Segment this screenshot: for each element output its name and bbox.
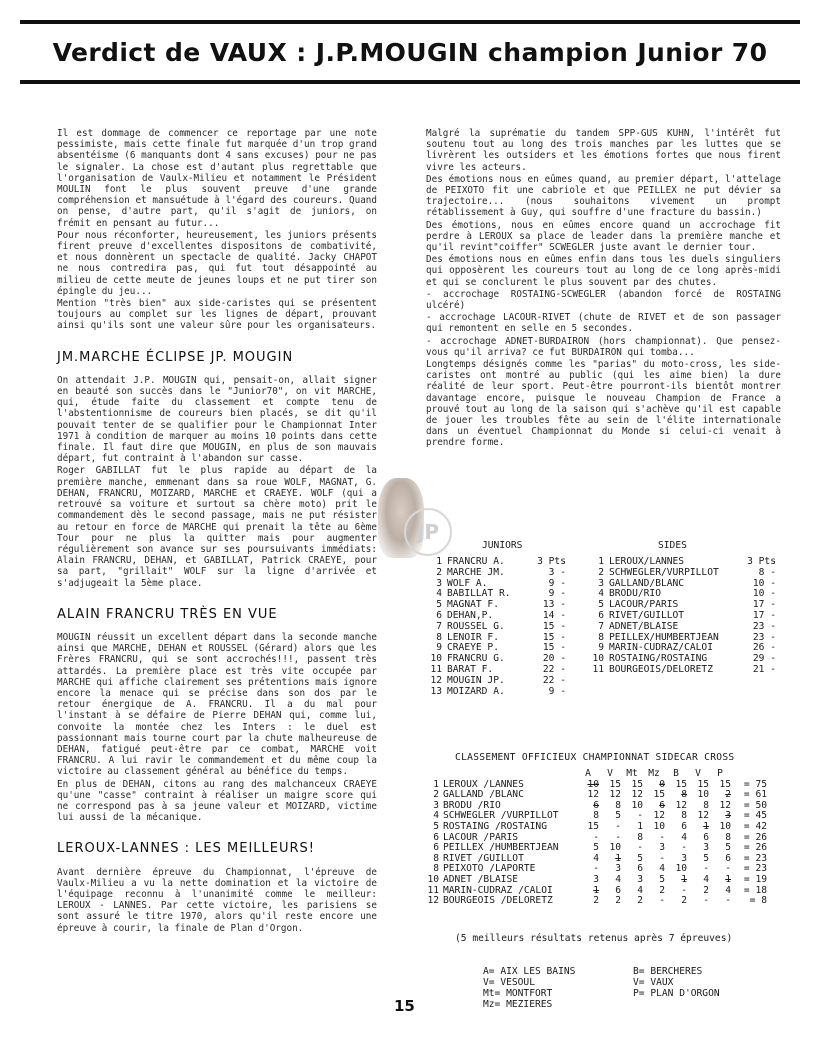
score-cell: 10 [653, 820, 665, 832]
paragraph: On attendait J.P. MOUGIN qui, pensait-on, allait signer en beauté son succès dans le "Junior70", on vit MARCHE, qui, étude faite du classement et compte tenu de l'abstentionnisme de coureurs bien placés, se dit qu'il pouvait tenter de se qualifier pour le Championnat Inter 1971 à condition de marquer au moins 10 points dans cette finale. Il faut dire que MOUGIN, en plus de son mauvais départ, fut contraint à l'abandon sur casse. [57, 374, 377, 465]
score-cell: 8 [725, 831, 731, 843]
sides-name: BRODU/RIO [609, 589, 661, 600]
score-cell: - [659, 895, 665, 907]
row-name: ADNET /BLAISE [443, 873, 519, 885]
section2-text [57, 632, 377, 823]
row-total: = 26 [743, 831, 767, 843]
score-cell: - [703, 895, 709, 907]
score-cell: - [681, 884, 687, 896]
juniors-name: LENOIR F. [447, 632, 499, 643]
score-cell: 3 [637, 873, 643, 885]
juniors-pos: 7 [436, 621, 442, 632]
paragraph: - accrochage ADNET-BURDAIRON (hors championnat). Que pensez-vous qu'il arriva? ce fut BURDAIRON qui tomba... [426, 335, 781, 358]
results-row [420, 687, 810, 698]
sides-pts: 17 - [752, 610, 776, 621]
results-row [420, 654, 810, 665]
score-cell: - [593, 831, 599, 843]
column-header: B [673, 768, 679, 779]
sides-pts: 17 - [752, 600, 776, 611]
juniors-pts: 9 - [548, 589, 566, 600]
legend-entry [633, 999, 783, 1010]
row-name: LEROUX /LANNES [443, 778, 524, 790]
score-cell: 15 [609, 778, 621, 790]
score-cell: - [615, 831, 621, 843]
score-cell: 10 [587, 778, 599, 790]
column-header: V [607, 768, 613, 779]
juniors-pos: 13 [430, 686, 442, 697]
results-row [420, 568, 810, 579]
juniors-pts: 3 - [548, 567, 566, 578]
score-cell: 2 [659, 884, 665, 896]
juniors-pts: 3 Pts [537, 557, 566, 567]
score-cell: 5 [593, 842, 599, 854]
score-cell: 6 [593, 799, 599, 811]
juniors-name: CRAEYE P. [447, 643, 499, 654]
row-name: MARIN-CUDRAZ /CALOI [443, 884, 553, 896]
juniors-pos: 4 [436, 589, 442, 600]
score-cell: 3 [703, 842, 709, 854]
legend-entry: B= BERCHERES [633, 965, 703, 977]
paragraph: Mention "très bien" aux side-caristes qui se présentent toujours au complet sur les lignes de départ, prouvant ainsi qu'ils sont une valeur sûre pour les organisateurs. [57, 298, 377, 332]
score-cell: 15 [587, 820, 599, 832]
paragraph: Avant dernière épreuve du Championnat, l'épreuve de Vaulx-Milieu a vu la nette domination et la victoire de l'équipage reconnu à l'unanimité comme le meilleur: LEROUX - LANNES. Par cette victoire, les parisiens se sont assuré le titre 1970, alors qu'il reste encore une épreuve à courir, la finale de Plan d'Orgon. [57, 866, 377, 934]
left-column [57, 128, 377, 935]
score-cell: 0 [659, 778, 665, 790]
score-cell: 10 [609, 842, 621, 854]
sides-pts: 21 - [752, 664, 776, 675]
results-row [420, 600, 810, 611]
sides-pos: 1 [598, 557, 604, 567]
score-cell: 8 [593, 810, 599, 822]
legend-entry: Mt= MONTFORT [483, 987, 553, 999]
results-row [420, 557, 810, 568]
classement-row [425, 875, 805, 886]
score-cell: 6 [681, 820, 687, 832]
score-cell: 2 [725, 789, 731, 801]
row-name: ROSTAING /ROSTAING [443, 820, 547, 832]
row-position: 1 [433, 778, 439, 790]
score-cell: 10 [675, 863, 687, 875]
score-cell: 5 [637, 852, 643, 864]
score-cell: 8 [703, 799, 709, 811]
row-name: PEIXOTO /LAPORTE [443, 863, 536, 875]
juniors-name: FRANCRU A. [447, 557, 505, 567]
paragraph: Des émotions nous en eûmes quand, au premier départ, l'attelage de PEIXOTO fit une cabriole et que PEILLEX ne put dévier sa trajectoire... (nous souhaitons vivement un prompt rétablissement à Guy, qui souffre d'une fracture du bassin.) [426, 173, 781, 219]
score-cell: 2 [637, 895, 643, 907]
paragraph: Pour nous réconforter, heureusement, les juniors présents firent preuve d'excellentes dispositons de combativité, et nous donnèrent un spectacle de qualité. Jacky CHAPOT ne nous contredira pas, qui fut tout désappointé au milieu de cette meute de jeunes loups et ne put tirer son épingle du jeu... [57, 229, 377, 297]
sides-name: LEROUX/LANNES [609, 557, 685, 567]
row-total: = 75 [743, 778, 767, 790]
legend-entry: Mz= MEZIERES [483, 998, 553, 1010]
sides-pts: 8 - [758, 567, 776, 578]
sides-name: GALLAND/BLANC [609, 578, 685, 589]
column-header: Mt [626, 768, 638, 779]
score-cell: 5 [725, 842, 731, 854]
results-row [420, 665, 810, 676]
juniors-name: FRANCRU G. [447, 654, 505, 665]
row-position: 3 [433, 799, 439, 811]
sides-pts: 10 - [752, 578, 776, 589]
row-total: = 50 [743, 799, 767, 811]
paragraph: Malgré la suprématie du tandem SPP-GUS KUHN, l'intérêt fut soutenu tout au long des trois manches par les luttes que se livrèrent les outsiders et les émotions fortes que nous firent vivre les acteurs. [426, 128, 781, 173]
row-total: = 8 [749, 895, 767, 907]
classement-note: (5 meilleurs résultats retenus après 7 épreuves) [455, 932, 733, 944]
results-row [420, 611, 810, 622]
score-cell: 15 [697, 778, 709, 790]
juniors-name: MOUGIN JP. [447, 675, 505, 686]
row-name: BRODU /RIO [443, 799, 501, 811]
juniors-pts: 9 - [548, 686, 566, 697]
paragraph: - accrochage LACOUR-RIVET (chute de RIVET et de son passager qui remontent en selle en 5 secondes. [426, 312, 781, 335]
juniors-pos: 5 [436, 600, 442, 611]
score-cell: 3 [659, 842, 665, 854]
row-name: BOURGEOIS /DELORETZ [443, 895, 553, 907]
juniors-pos: 9 [436, 643, 442, 654]
sides-name: SCHWEGLER/VURPILLOT [609, 567, 719, 578]
score-cell: - [615, 820, 621, 832]
sides-name: BOURGEOIS/DELORETZ [609, 664, 713, 675]
classement-rows [425, 780, 805, 907]
row-total: = 61 [743, 789, 767, 801]
score-cell: 12 [653, 810, 665, 822]
sides-pts: 10 - [752, 589, 776, 600]
row-total: = 23 [743, 852, 767, 864]
score-cell: 6 [637, 863, 643, 875]
score-cell: 5 [703, 852, 709, 864]
sides-pts: 3 Pts [747, 557, 776, 567]
stamp-text: JP [416, 520, 440, 544]
sides-pos: 10 [592, 654, 604, 665]
score-cell: 4 [659, 863, 665, 875]
sides-pos: 6 [598, 610, 604, 621]
score-cell: 15 [719, 778, 731, 790]
sides-pts: 29 - [752, 654, 776, 665]
juniors-pos: 10 [430, 654, 442, 665]
row-position: 6 [433, 831, 439, 843]
right-column [426, 128, 781, 450]
score-cell: 3 [725, 810, 731, 822]
score-cell: 6 [615, 884, 621, 896]
headline-banner [20, 20, 800, 84]
row-total: = 19 [743, 873, 767, 885]
score-cell: 8 [615, 799, 621, 811]
row-position: 12 [427, 895, 439, 907]
juniors-title: JUNIORS [482, 540, 523, 551]
paragraph: En plus de DEHAN, citons au rang des malchanceux CRAEYE qu'une "casse" contraint à réaliser un maigre score qui ne correspond pas à sa jeune valeur et MOIZARD, victime lui aussi de la mécanique. [57, 778, 377, 824]
score-cell: 15 [675, 778, 687, 790]
classement-notes [425, 911, 805, 1032]
sides-name: MARIN-CUDRAZ/CALOI [609, 643, 713, 654]
sides-pts [736, 687, 776, 698]
row-position: 2 [433, 789, 439, 801]
row-position: 4 [433, 810, 439, 822]
juniors-name: ROUSSEL G. [447, 621, 505, 632]
score-cell: 3 [681, 852, 687, 864]
legend-entry: A= AIX LES BAINS [483, 965, 576, 977]
juniors-pts: 13 - [542, 600, 566, 611]
juniors-pos: 2 [436, 567, 442, 578]
classement-title: CLASSEMENT OFFICIEUX CHAMPIONNAT SIDECAR CROSS [455, 752, 735, 763]
score-cell: 10 [719, 820, 731, 832]
juniors-name: WOLF A. [447, 578, 488, 589]
juniors-name: BARAT F. [447, 664, 494, 675]
sides-pos [566, 676, 604, 687]
juniors-pos: 8 [436, 632, 442, 643]
page-number: 15 [394, 997, 415, 1015]
sides-name [604, 687, 736, 698]
score-cell: 12 [675, 799, 687, 811]
juniors-pts: 22 - [542, 664, 566, 675]
score-cell: 1 [681, 873, 687, 885]
sides-pos: 9 [598, 643, 604, 654]
juniors-pos: 6 [436, 610, 442, 621]
score-cell: 1 [593, 884, 599, 896]
legend-entry: P= PLAN D'ORGON [633, 987, 720, 999]
score-cell: 4 [725, 884, 731, 896]
score-cell: 4 [703, 873, 709, 885]
row-name: RIVET /GUILLOT [443, 852, 524, 864]
row-total: = 42 [743, 820, 767, 832]
paragraph: MOUGIN réussit un excellent départ dans la seconde manche ainsi que MARCHE, DEHAN et ROUSSEL (Gérard) alors que les Frères FRANCRU, qui se sont accrochés!!!, passent très attardés. La première place est très vite occupée par MARCHE qui affiche clairement ses prétentions mais ignore encore la menace qui se précise dans son dos par le retour énergique de A. FRANCRU. Il a du mal pour l'instant à se défaire de Pierre DEHAN qui, comme lui, convoite la montée chez les Inters : le duel est passionnant mais tourne court par la chute malheureuse de DEHAN, fatigué peut-être par ce combat, MARCHE voit FRANCRU. A lui ravir le commandement et du même coup la victoire au classement général au bénéfice du temps. [57, 631, 377, 778]
results-row [420, 676, 810, 687]
sides-pos: 11 [592, 664, 604, 675]
juniors-pts: 15 - [542, 643, 566, 654]
sides-pos: 8 [598, 632, 604, 643]
juniors-pts: 9 - [548, 578, 566, 589]
score-cell: 3 [615, 863, 621, 875]
score-cell: 12 [719, 799, 731, 811]
row-position: 11 [427, 884, 439, 896]
juniors-pos: 1 [436, 557, 442, 567]
sides-name: LACOUR/PARIS [609, 600, 679, 611]
row-name: PEILLEX /HUMBERTJEAN [443, 842, 559, 854]
paragraph: Des émotions, nous en eûmes encore quand un accrochage fit perdre à LEROUX sa place de leader dans la première manche et qu'il revint"coiffer" SCWEGLER juste avant le dernier tour. [426, 219, 781, 254]
score-cell: 8 [681, 789, 687, 801]
score-cell: - [659, 831, 665, 843]
sides-pos: 7 [598, 621, 604, 632]
juniors-name: BABILLAT R. [447, 589, 511, 600]
juniors-pos: 3 [436, 578, 442, 589]
score-cell: 10 [697, 789, 709, 801]
juniors-pts: 15 - [542, 632, 566, 643]
score-cell: 12 [697, 810, 709, 822]
results-row [420, 643, 810, 654]
classement-header [425, 769, 805, 780]
score-cell: 4 [637, 884, 643, 896]
results-row [420, 589, 810, 600]
sides-pos: 5 [598, 600, 604, 611]
score-cell: 1 [725, 873, 731, 885]
row-total: = 26 [743, 842, 767, 854]
juniors-pts: 20 - [542, 654, 566, 665]
column-header: Mz [648, 768, 660, 779]
section1-text [57, 375, 377, 589]
score-cell: 6 [725, 852, 731, 864]
juniors-pts: 14 - [542, 610, 566, 621]
section2-title: ALAIN FRANCRU TRÈS EN VUE [57, 606, 278, 622]
score-cell: 2 [593, 895, 599, 907]
section3-text [57, 867, 377, 934]
row-position: 8 [433, 852, 439, 864]
score-cell: 12 [587, 789, 599, 801]
results-tables [420, 540, 810, 697]
row-position: 5 [433, 820, 439, 832]
row-total: = 18 [743, 884, 767, 896]
score-cell: - [725, 895, 731, 907]
score-cell: 2 [703, 884, 709, 896]
juniors-name: DEHAN,P. [447, 610, 494, 621]
sides-pts: 23 - [752, 632, 776, 643]
right-text [426, 128, 781, 449]
sides-pos: 4 [598, 589, 604, 600]
column-header: A [585, 768, 591, 779]
column-header: V [695, 768, 701, 779]
score-cell: 4 [615, 873, 621, 885]
score-cell: 1 [615, 852, 621, 864]
score-cell: 15 [631, 778, 643, 790]
row-name: SCHWEGLER /VURPILLOT [443, 810, 559, 822]
paragraph: - accrochage ROSTAING-SCWEGLER (abandon forcé de ROSTAING ulcéré) [426, 288, 781, 312]
results-row [420, 633, 810, 644]
row-total: = 23 [743, 863, 767, 875]
row-name: GALLAND /BLANC [443, 789, 524, 801]
score-cell: - [703, 863, 709, 875]
row-name: LACOUR /PARIS [443, 831, 519, 843]
row-position: 6 [433, 842, 439, 854]
intro-text [57, 128, 377, 332]
sides-title: SIDES [658, 540, 687, 551]
score-cell: 5 [659, 873, 665, 885]
row-position: 10 [427, 873, 439, 885]
score-cell: - [659, 852, 665, 864]
score-cell: - [725, 863, 731, 875]
juniors-name: MOIZARD A. [447, 686, 505, 697]
juniors-name: MAGNAT F. [447, 600, 499, 611]
sides-name: ADNET/BLAISE [609, 621, 679, 632]
classement-table [425, 752, 805, 1032]
score-cell: 10 [631, 799, 643, 811]
results-rows [420, 557, 810, 697]
juniors-pos: 11 [430, 664, 442, 675]
score-cell: 6 [659, 799, 665, 811]
classement-row [425, 896, 805, 907]
headline: Verdict de VAUX : J.P.MOUGIN champion Junior 70 [52, 37, 768, 67]
sides-name: PEILLEX/HUMBERTJEAN [609, 632, 719, 643]
score-cell: 8 [681, 810, 687, 822]
paragraph: Roger GABILLAT fut le plus rapide au départ de la première manche, emmenant dans sa roue WOLF, MAGNAT, G. DEHAN, FRANCRU, MOIZARD, MARCHE et CRAEYE. WOLF (qui a retrouvé sa voiture et surtout sa chère moto) prit le commandement dès le second passage, mais ne put résister au retour en force de MARCHE qui prenait la tête au 6ème Tour pour ne plus la quitter mais pour augmenter régulièrement son avance sur ses poursuivants immédiats: Alain FRANCRU, DEHAN, et GABILLAT, Patrick CRAEYE, pour sa part, "grillait" WOLF sur la ligne d'arrivée et s'adjugeait la 5ème place. [57, 465, 377, 589]
row-position: 8 [433, 863, 439, 875]
score-cell: 3 [593, 873, 599, 885]
sides-pos [566, 687, 604, 698]
score-cell: 15 [653, 789, 665, 801]
sides-pts [736, 676, 776, 687]
sides-name [604, 676, 736, 687]
score-cell: - [637, 842, 643, 854]
legend-entry: V= VAUX [633, 976, 674, 988]
results-row [420, 579, 810, 590]
score-cell: 5 [615, 810, 621, 822]
score-cell: - [637, 810, 643, 822]
column-header: P [717, 768, 723, 779]
score-cell: 1 [637, 820, 643, 832]
score-cell: 4 [681, 831, 687, 843]
sides-pos: 3 [598, 578, 604, 589]
sides-name: RIVET/GUILLOT [609, 610, 685, 621]
sides-name: ROSTAING/ROSTAING [609, 654, 708, 665]
classement-row [425, 822, 805, 833]
juniors-pts: 15 - [542, 621, 566, 632]
score-cell: 2 [615, 895, 621, 907]
juniors-pos: 12 [430, 675, 442, 686]
sides-pts: 26 - [752, 643, 776, 654]
score-cell: 4 [593, 852, 599, 864]
results-row [420, 622, 810, 633]
score-cell: - [593, 863, 599, 875]
sides-pos: 2 [598, 567, 604, 578]
score-cell: 2 [681, 895, 687, 907]
score-cell: 12 [631, 789, 643, 801]
score-cell: 1 [703, 820, 709, 832]
score-cell: 8 [637, 831, 643, 843]
row-total: = 45 [743, 810, 767, 822]
paragraph: Il est dommage de commencer ce reportage par une note pessimiste, mais cette finale fut marquée d'un trop grand absentéisme (6 manquants dont 4 sans excuses) pour ne pas le signaler. La chose est d'autant plus regrettable que l'organisation de Vaulx-Milieu et notamment le Président MOULIN font le plus souvent preuve d'une grande compréhension et mansuétude à l'égard des coureurs. Quand on pense, d'autre part, qu'il s'agit de juniors, on frémit en pensant au futur... [57, 128, 377, 229]
classement-legend [425, 966, 805, 1010]
score-cell: - [681, 842, 687, 854]
score-cell: 12 [609, 789, 621, 801]
section3-title: LEROUX-LANNES : LES MEILLEURS! [57, 841, 315, 857]
score-cell: 6 [703, 831, 709, 843]
section1-title: JM.MARCHE ÉCLIPSE JP. MOUGIN [57, 349, 294, 365]
juniors-name: MARCHE JM. [447, 567, 505, 578]
juniors-pts: 22 - [542, 675, 566, 686]
sides-pts: 23 - [752, 621, 776, 632]
paragraph: Longtemps désignés comme les "parias" du moto-cross, les side-caristes ont montré au public (qui les aime bien) la dure réalité de leur sport. Peut-être pourront-ils bientôt montrer davantage encore, puisque le nouveau Champion de France a prouvé tout au long de la saison qui s'achève qu'il est capable de jouer les troubles fête au sein de l'élite internationale dans un éventuel Championnat du Monde si celui-ci venait à prendre forme. [426, 359, 781, 449]
legend-entry: V= VESOUL [483, 976, 535, 988]
paragraph: Des émotions nous en eûmes enfin dans tous les duels singuliers qui opposèrent les coureurs tout au long de ce long après-midi et qui se conclurent le plus souvent par des chutes. [426, 254, 781, 288]
